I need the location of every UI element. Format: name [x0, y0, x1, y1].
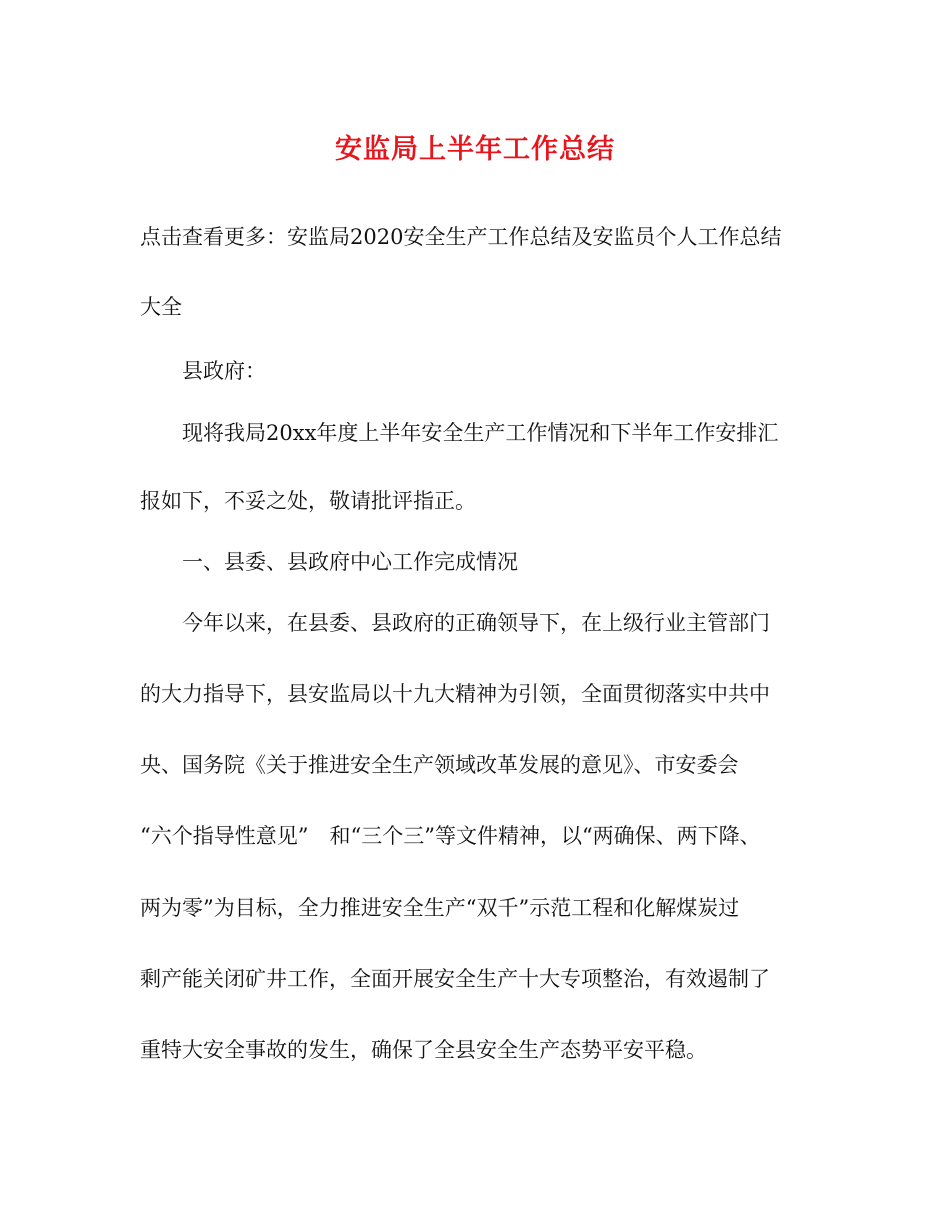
text-line-body-2: 的大力指导下，县安监局以十九大精神为引领，全面贯彻落实中共中 — [140, 682, 770, 706]
text-line-body-3: 央、国务院《关于推进安全生产领域改革发展的意见》、市安委会 — [140, 753, 739, 777]
section-heading-1: 一、县委、县政府中心工作完成情况 — [140, 550, 518, 574]
text-line-intro: 现将我局20xx年度上半年安全生产工作情况和下半年工作安排汇 — [140, 421, 779, 445]
text-line-body-7: 重特大安全事故的发生，确保了全县安全生产态势平安平稳。 — [140, 1038, 707, 1062]
text-line-body-1: 今年以来，在县委、县政府的正确领导下，在上级行业主管部门 — [140, 611, 770, 635]
text-line-body-4: “六个指导性意见” 和“三个三”等文件精神，以“两确保、两下降、 — [140, 824, 761, 848]
text-line-body-5: 两为零”为目标，全力推进安全生产“双千”示范工程和化解煤炭过 — [140, 896, 740, 920]
text-line-more-link: 点击查看更多：安监局2020安全生产工作总结及安监员个人工作总结 — [140, 225, 782, 249]
text-line-salutation: 县政府： — [140, 359, 266, 383]
text-line-intro-cont: 报如下，不妥之处，敬请批评指正。 — [140, 489, 476, 513]
text-line-more-link-cont: 大全 — [140, 295, 182, 319]
text-line-body-6: 剩产能关闭矿井工作，全面开展安全生产十大专项整治，有效遏制了 — [140, 967, 770, 991]
document-title: 安监局上半年工作总结 — [335, 134, 615, 165]
